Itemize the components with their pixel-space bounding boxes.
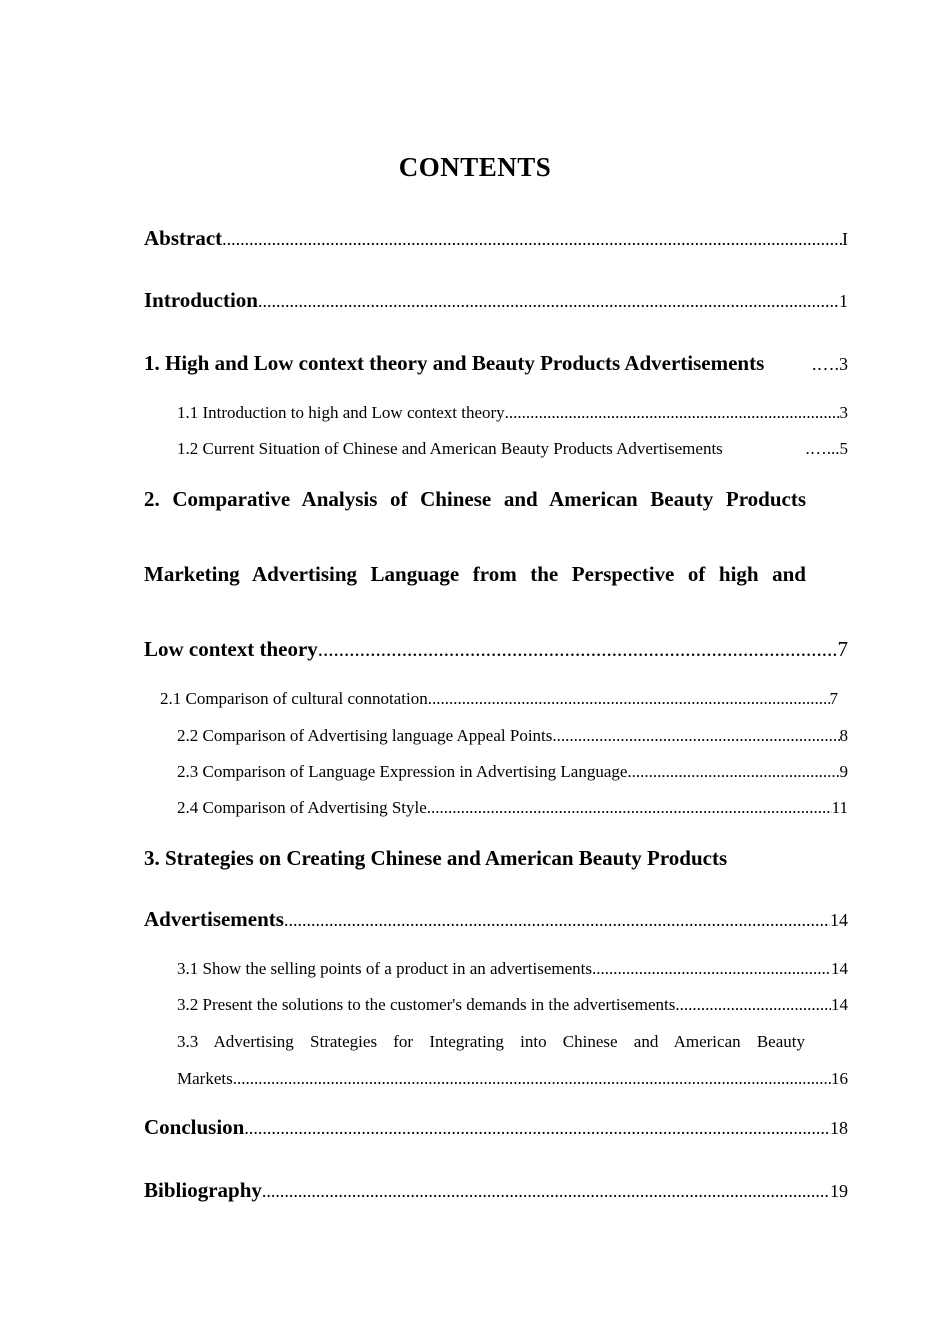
toc-entry-2-1[interactable]: [160, 689, 838, 709]
toc-label: Advertisements: [144, 907, 284, 931]
toc-leader: [318, 637, 838, 662]
toc-label: Bibliography: [144, 1178, 262, 1202]
toc-entry-3-2[interactable]: [177, 995, 848, 1015]
toc-entry-3-3[interactable]: [177, 1069, 848, 1089]
toc-page-number: 19: [830, 1181, 848, 1201]
toc-label: Abstract: [144, 226, 223, 250]
toc-entry-conclusion[interactable]: [144, 1115, 848, 1140]
toc-label: Markets: [177, 1069, 233, 1088]
toc-label: 1.1 Introduction to high and Low context theory: [177, 403, 505, 422]
page-title: CONTENTS: [398, 152, 552, 182]
toc-page-number: 1: [839, 291, 848, 311]
toc-page-number: 3: [839, 354, 848, 374]
toc-page-number: I: [842, 229, 848, 249]
toc-page-number: 8: [839, 726, 848, 745]
toc-entry-3-1[interactable]: [177, 959, 848, 979]
toc-leader: [675, 995, 831, 1015]
toc-page-number: 11: [831, 798, 848, 817]
toc-leader: [244, 1118, 830, 1139]
toc-label: 2.2 Comparison of Advertising language Appeal Points: [177, 726, 553, 745]
toc-label: Introduction: [144, 288, 258, 312]
toc-label: 1. High and Low context theory and Beauty Products Advertisements: [144, 351, 765, 375]
toc-leader: [592, 959, 831, 979]
toc-label: Conclusion: [144, 1115, 245, 1139]
toc-leader: [222, 229, 842, 250]
toc-leader: .….: [812, 354, 839, 374]
toc-entry-introduction[interactable]: [144, 288, 848, 313]
toc-leader: [262, 1181, 830, 1202]
toc-leader: [284, 910, 830, 931]
toc-entry-2-2[interactable]: [177, 726, 848, 746]
toc-entry-chapter-3[interactable]: [144, 907, 848, 932]
toc-label: 2.3 Comparison of Language Expression in Advertising Language: [177, 762, 628, 781]
toc-page-number: 7: [837, 637, 848, 661]
toc-page-number: 18: [830, 1118, 848, 1138]
toc-label: 2.1 Comparison of cultural connotation: [160, 689, 428, 708]
toc-entry-3-3-line-1[interactable]: 3.3 Advertising Strategies for Integrating into Chinese and American Beauty: [177, 1032, 805, 1051]
toc-entry-abstract[interactable]: [144, 226, 848, 251]
toc-page-number: 9: [839, 762, 848, 781]
toc-page-number: 14: [830, 910, 848, 930]
toc-leader: .…...: [805, 439, 840, 458]
toc-page-number: 14: [831, 995, 848, 1014]
toc-page-number: 7: [829, 689, 838, 708]
toc-entry-chapter-2-line-1[interactable]: 2. Comparative Analysis of Chinese and American Beauty Products: [144, 487, 806, 511]
toc-page-number: 3: [839, 403, 848, 422]
toc-leader: [427, 798, 832, 818]
toc-label: 3.1 Show the selling points of a product in an advertisements: [177, 959, 593, 978]
toc-entry-2-4[interactable]: [177, 798, 848, 818]
toc-entry-chapter-1[interactable]: [144, 351, 848, 376]
toc-leader: [233, 1069, 831, 1089]
toc-entry-chapter-2[interactable]: [144, 637, 848, 662]
toc-leader: [505, 403, 840, 423]
toc-leader: [258, 291, 839, 312]
toc-leader: [552, 726, 839, 746]
toc-label: Low context theory: [144, 637, 318, 661]
toc-entry-1-2[interactable]: [177, 439, 848, 459]
toc-page-number: 5: [839, 439, 848, 458]
toc-label: 2.4 Comparison of Advertising Style: [177, 798, 427, 817]
toc-page-number: 16: [831, 1069, 848, 1088]
toc-leader: [428, 689, 830, 709]
toc-entry-2-3[interactable]: [177, 762, 848, 782]
toc-label: 3.2 Present the solutions to the customer's demands in the advertisements: [177, 995, 676, 1014]
toc-entry-chapter-2-line-2[interactable]: Marketing Advertising Language from the Perspective of high and: [144, 562, 806, 586]
toc-label: 1.2 Current Situation of Chinese and American Beauty Products Advertisements: [177, 439, 723, 458]
toc-page-number: 14: [831, 959, 848, 978]
toc-leader: [627, 762, 839, 782]
toc-entry-bibliography[interactable]: [144, 1178, 848, 1203]
toc-entry-1-1[interactable]: [177, 403, 848, 423]
toc-entry-chapter-3-line-1[interactable]: 3. Strategies on Creating Chinese and American Beauty Products: [144, 846, 728, 870]
